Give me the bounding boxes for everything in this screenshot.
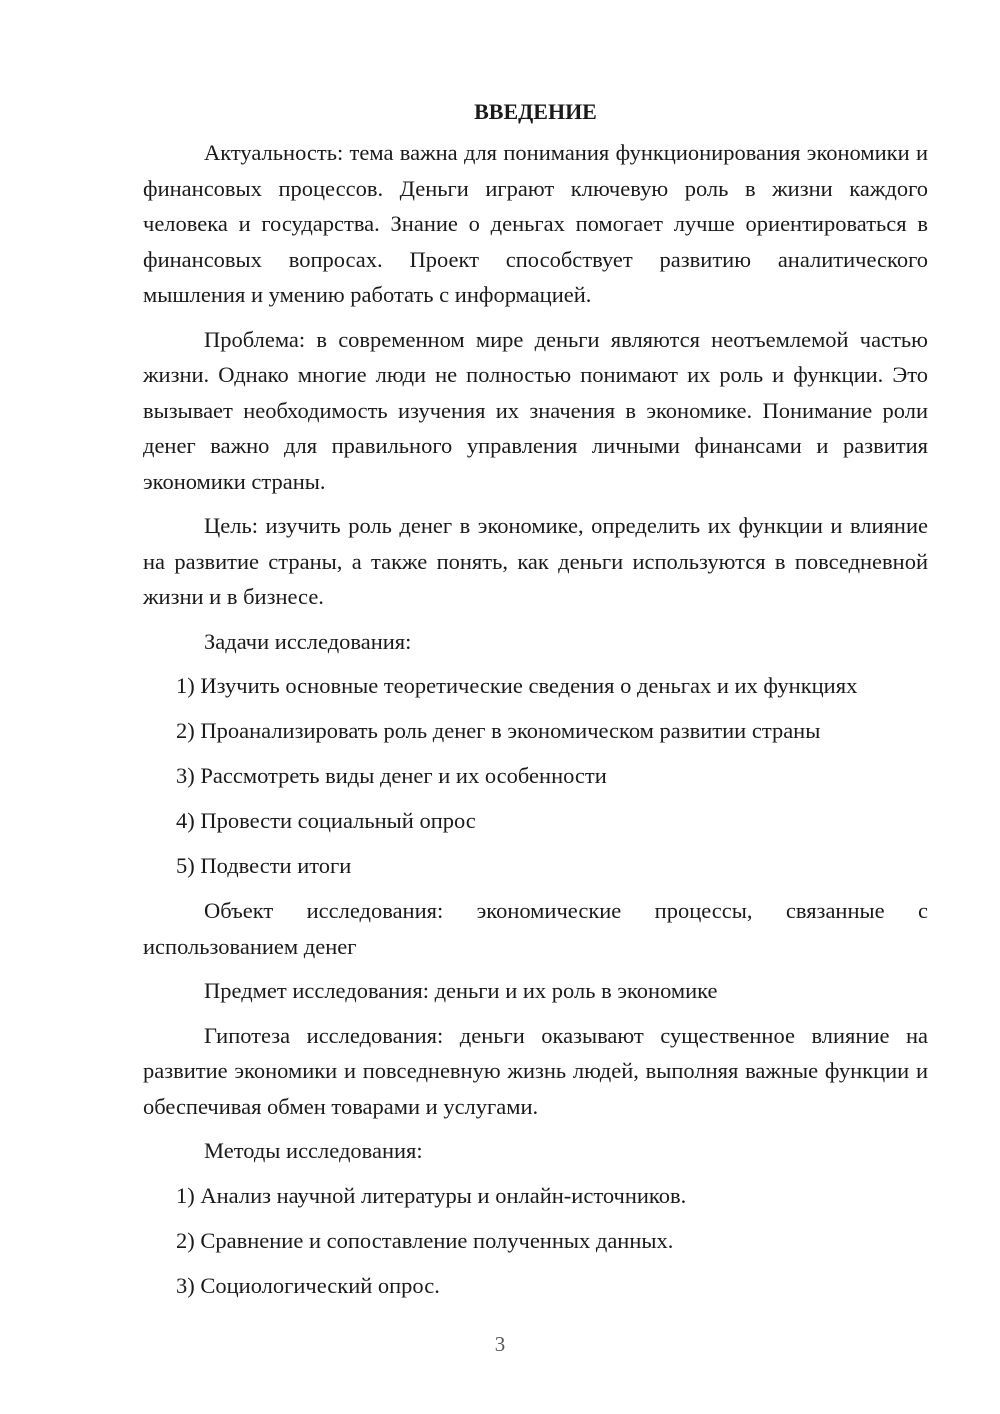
page-title: ВВЕДЕНИЕ: [474, 99, 597, 124]
object-paragraph: Объект исследования: экономические процессы, связанные с использованием денег: [143, 898, 928, 959]
tasks-list: [143, 668, 928, 884]
list-item: 4) Провести социальный опрос: [176, 808, 476, 833]
list-item: 2) Сравнение и сопоставление полученных данных.: [176, 1227, 674, 1253]
list-item: 3) Социологический опрос.: [176, 1272, 440, 1298]
subject-paragraph: Предмет исследования: деньги и их роль в экономике: [204, 978, 718, 1003]
methods-list: [143, 1178, 928, 1304]
relevance-paragraph: Актуальность: тема важна для понимания функционирования экономики и финансовых процессов. Деньги играют ключевую роль в жизни каждого человека и государства. Знание о деньгах помогает лучше ориентироваться в финансовых вопросах. Проект способствует развитию аналитического мышления и умению работать с информацией.: [143, 140, 928, 307]
document-page: [143, 92, 928, 1313]
page-number: 3: [494, 1332, 506, 1356]
list-item: 3) Рассмотреть виды денег и их особенности: [176, 763, 607, 788]
methods-heading: Методы исследования:: [204, 1138, 423, 1163]
list-item: 1) Анализ научной литературы и онлайн-источников.: [176, 1182, 687, 1208]
list-item: 2) Проанализировать роль денег в экономическом развитии страны: [176, 718, 821, 743]
list-item: 1) Изучить основные теоретические сведения о деньгах и их функциях: [176, 673, 858, 698]
tasks-heading: Задачи исследования:: [204, 628, 412, 654]
list-item: 5) Подвести итоги: [176, 853, 352, 878]
goal-paragraph: Цель: изучить роль денег в экономике, определить их функции и влияние на развитие страны, а также понять, как деньги используются в повседневной жизни и в бизнесе.: [143, 513, 928, 609]
hypothesis-paragraph: Гипотеза исследования: деньги оказывают существенное влияние на развитие экономики и повседневную жизнь людей, выполняя важные функции и обеспечивая обмен товарами и услугами.: [143, 1022, 928, 1119]
problem-paragraph: Проблема: в современном мире деньги являются неотъемлемой частью жизни. Однако многие люди не полностью понимают их роль и функции. Это вызывает необходимость изучения их значения в экономике. Понимание роли денег важно для правильного управления личными финансами и развития экономики страны.: [143, 326, 928, 494]
